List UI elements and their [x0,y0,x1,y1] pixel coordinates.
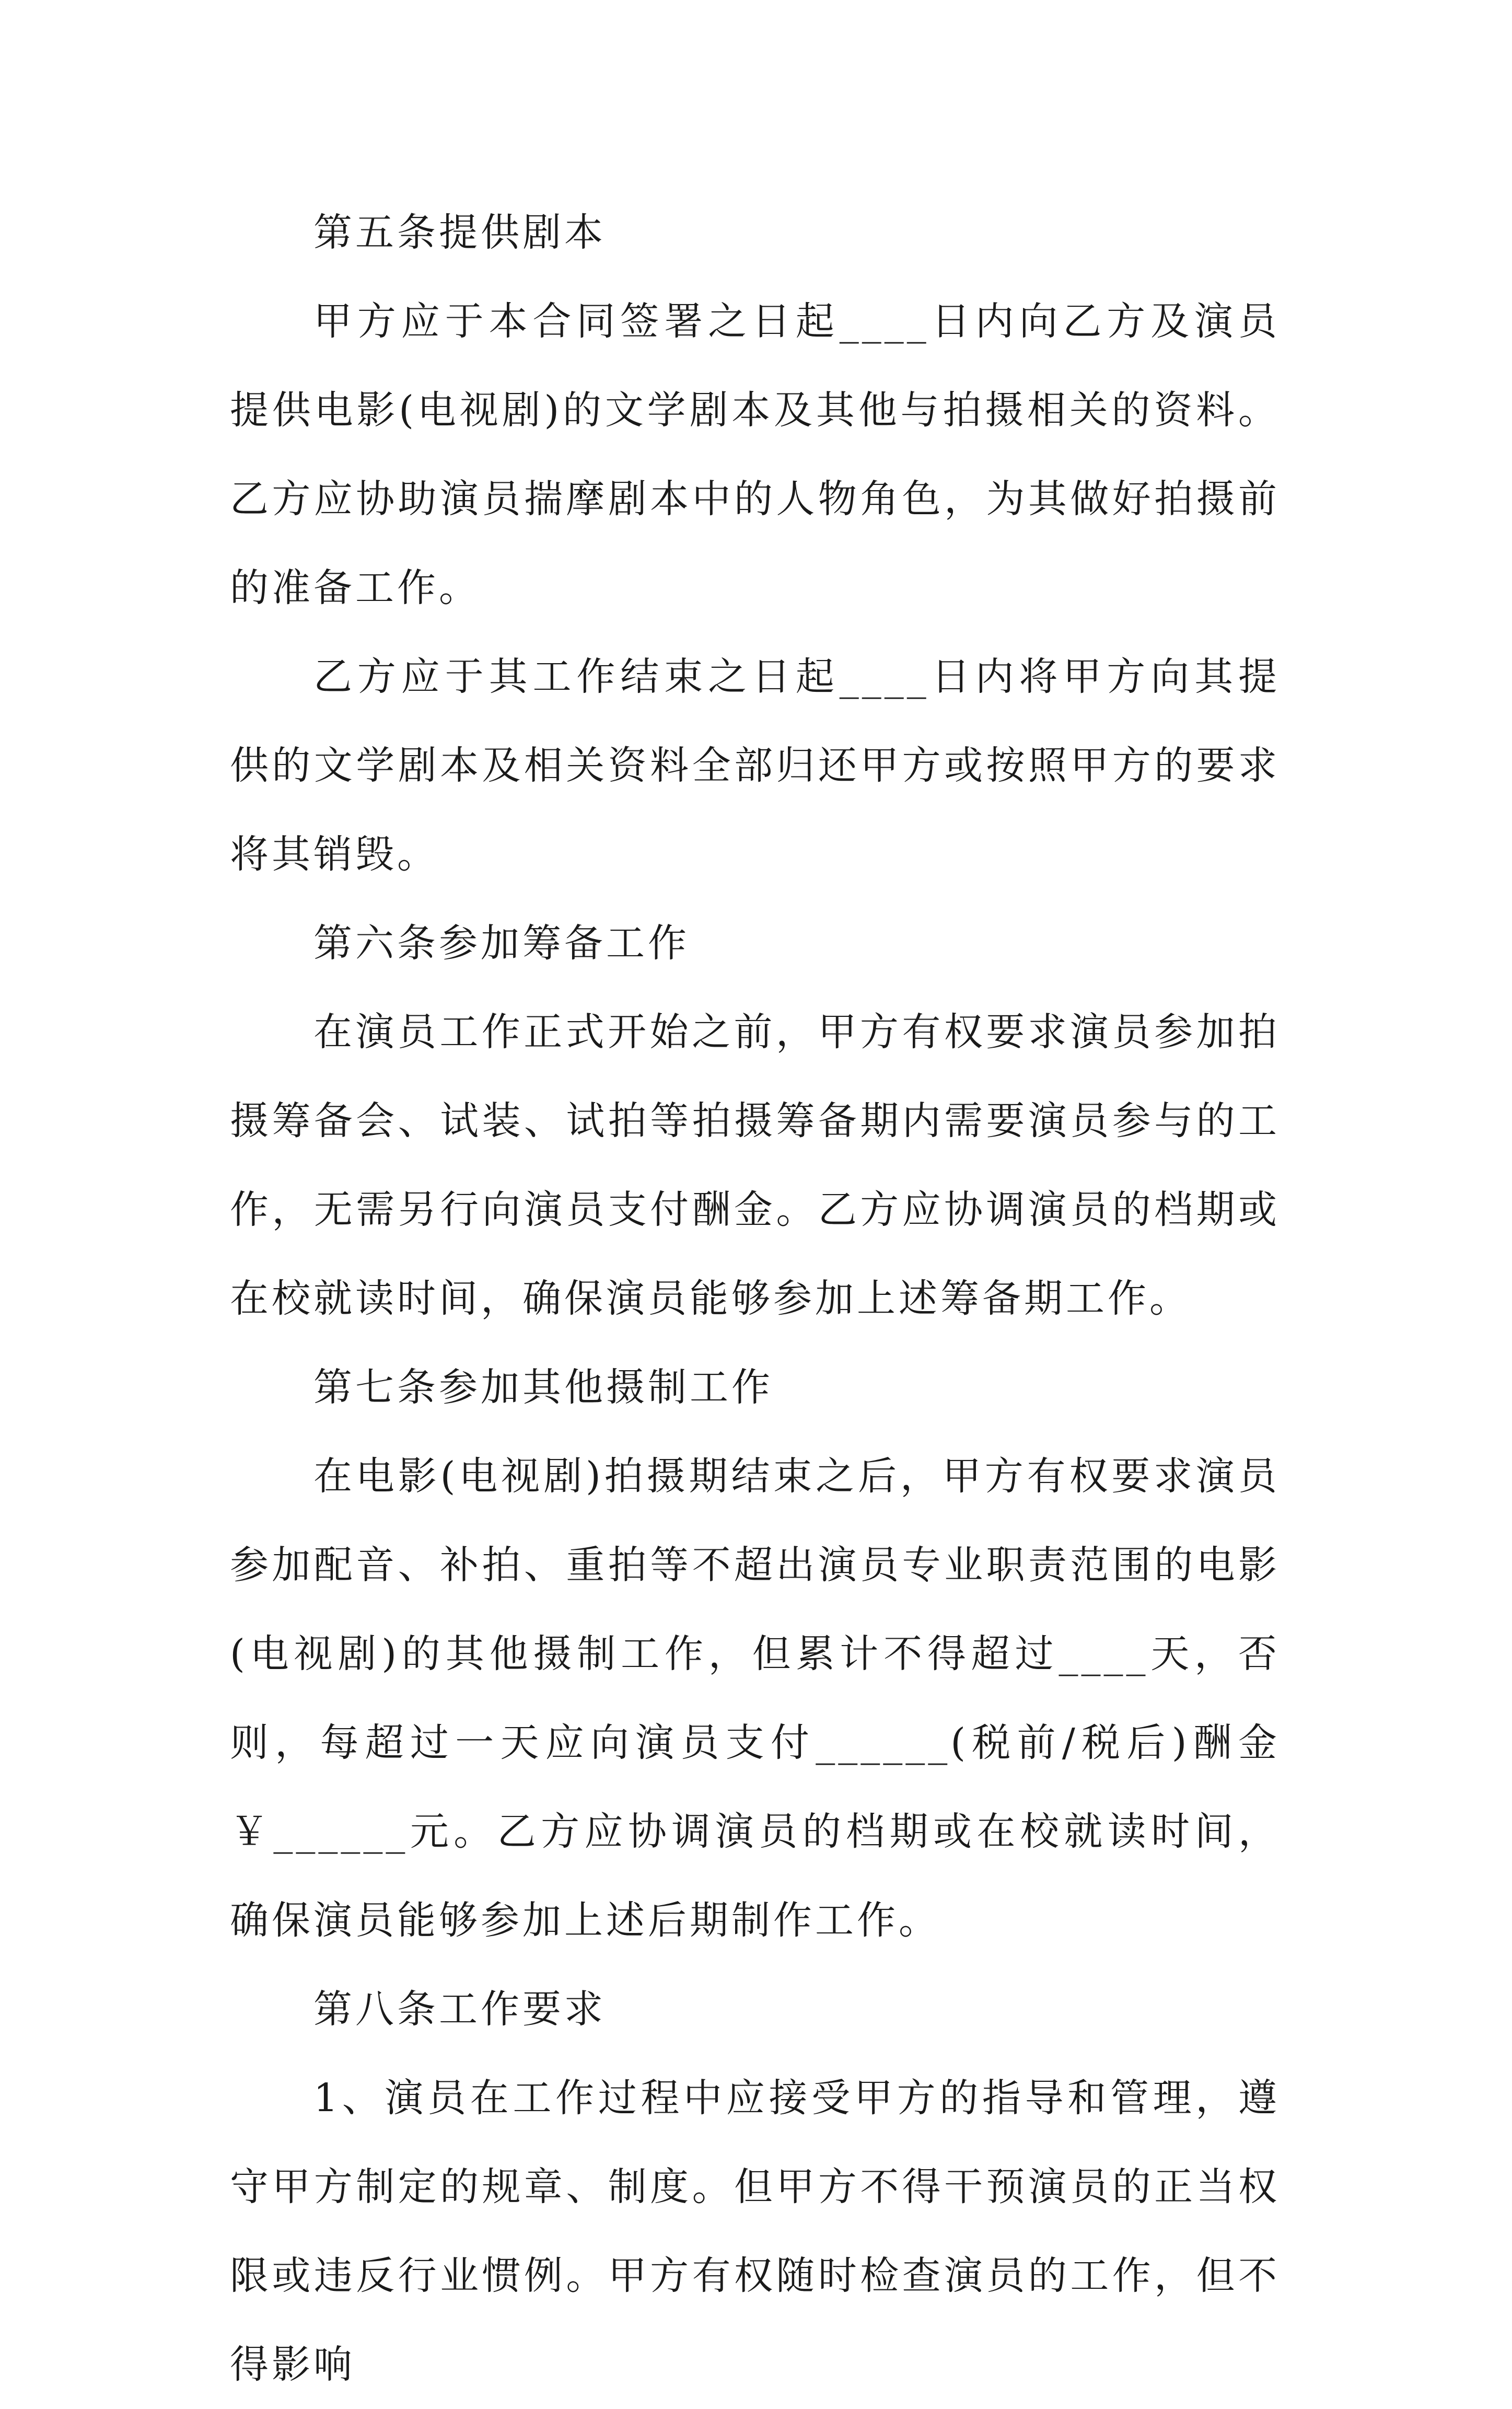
paragraph-5-1: 甲方应于本合同签署之日起____日内向乙方及演员提供电影(电视剧)的文学剧本及其他与拍摄相关的资料。乙方应协助演员揣摩剧本中的人物角色，为其做好拍摄前的准备工作。 [230,299,1280,610]
paragraph-5-2: 乙方应于其工作结束之日起____日内将甲方向其提供的文学剧本及相关资料全部归还甲方或按照甲方的要求将其销毁。 [230,654,1280,877]
section-heading-7: 第七条参加其他摄制工作 [313,1365,773,1410]
document-body [230,188,1280,2409]
section-heading-8: 第八条工作要求 [313,1987,606,2032]
paragraph-8-1: 1、演员在工作过程中应接受甲方的指导和管理，遵守甲方制定的规章、制度。但甲方不得干预演员的正当权限或违反行业惯例。甲方有权随时检查演员的工作，但不得影响 [230,2076,1280,2387]
paragraph-7-1: 在电影(电视剧)拍摄期结束之后，甲方有权要求演员参加配音、补拍、重拍等不超出演员专业职责范围的电影(电视剧)的其他摄制工作，但累计不得超过____天，否则，每超过一天应向演员支付______(税前/税后)酬金￥______元。乙方应协调演员的档期或在校就读时间，确保演员能够参加上述后期制作工作。 [230,1454,1280,1943]
section-heading-6: 第六条参加筹备工作 [313,921,690,966]
section-heading-5: 第五条提供剧本 [313,210,606,255]
paragraph-6-1: 在演员工作正式开始之前，甲方有权要求演员参加拍摄筹备会、试装、试拍等拍摄筹备期内需要演员参与的工作，无需另行向演员支付酬金。乙方应协调演员的档期或在校就读时间，确保演员能够参加上述筹备期工作。 [230,1010,1280,1321]
